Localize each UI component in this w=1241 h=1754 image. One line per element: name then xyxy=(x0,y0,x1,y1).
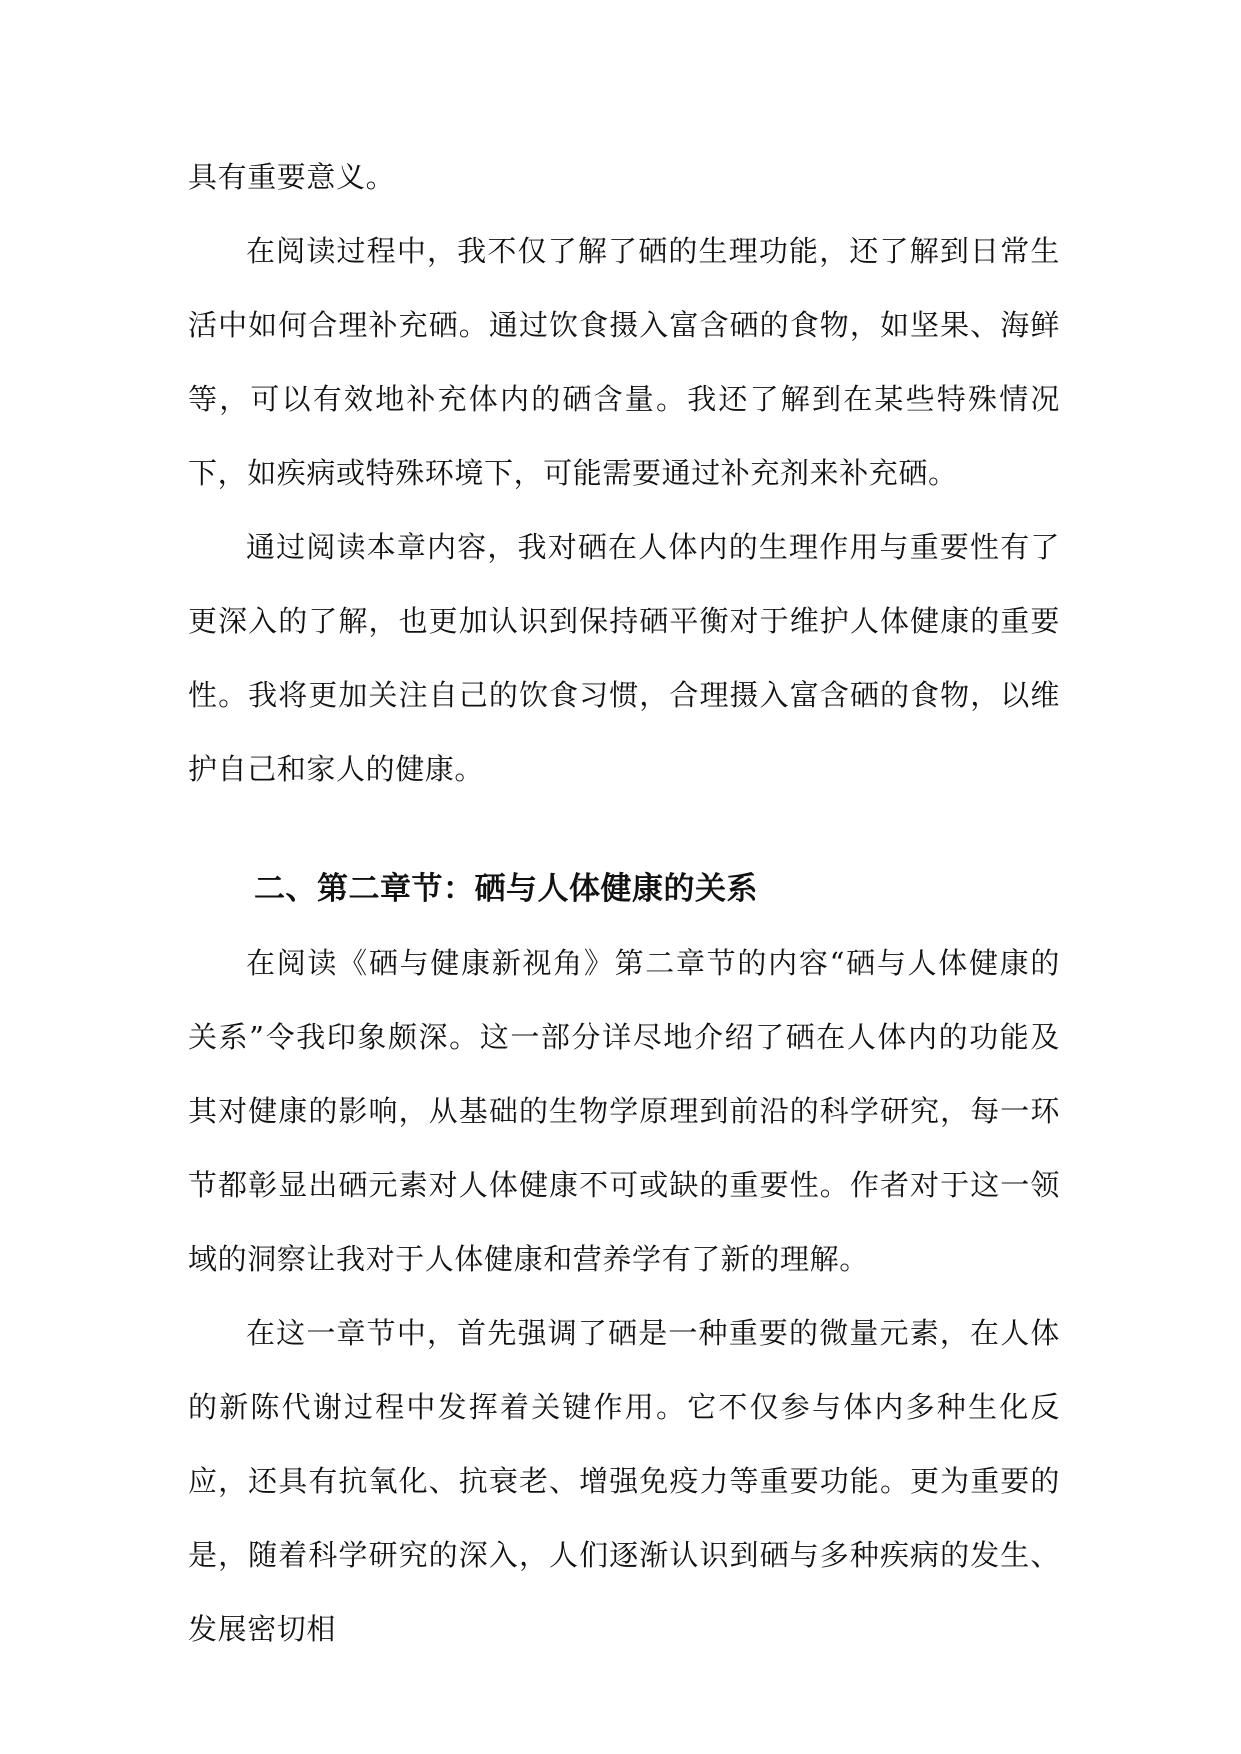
paragraph-chapter-two-intro: 在阅读《硒与健康新视角》第二章节的内容“硒与人体健康的关系”令我印象颇深。这一部分详尽地介绍了硒在人体内的功能及其对健康的影响，从基础的生物学原理到前沿的科学研究，每一环节都彰显出硒元素对人体健康不可或缺的重要性。作者对于这一领域的洞察让我对于人体健康和营养学有了新的理解。 xyxy=(188,946,1060,1276)
paragraph-selenium-supplement: 在阅读过程中，我不仅了解了硒的生理功能，还了解到日常生活中如何合理补充硒。通过饮食摄入富含硒的食物，如坚果、海鲜等，可以有效地补充体内的硒含量。我还了解到在某些特殊情况下，如疾病或特殊环境下，可能需要通过补充剂来补充硒。 xyxy=(188,234,1060,490)
section-heading: 二、第二章节：硒与人体健康的关系 xyxy=(254,871,758,907)
paragraph-continuation: 具有重要意义。 xyxy=(188,160,396,194)
paragraph-trace-element: 在这一章节中，首先强调了硒是一种重要的微量元素，在人体的新陈代谢过程中发挥着关键作用。它不仅参与体内多种生化反应，还具有抗氧化、抗衰老、增强免疫力等重要功能。更为重要的是，随着科学研究的深入，人们逐渐认识到硒与多种疾病的发生、发展密切相 xyxy=(188,1316,1060,1646)
page-content xyxy=(188,140,1060,1666)
paragraph-chapter-summary: 通过阅读本章内容，我对硒在人体内的生理作用与重要性有了更深入的了解，也更加认识到保持硒平衡对于维护人体健康的重要性。我将更加关注自己的饮食习惯，合理摄入富含硒的食物，以维护自己和家人的健康。 xyxy=(188,530,1060,786)
